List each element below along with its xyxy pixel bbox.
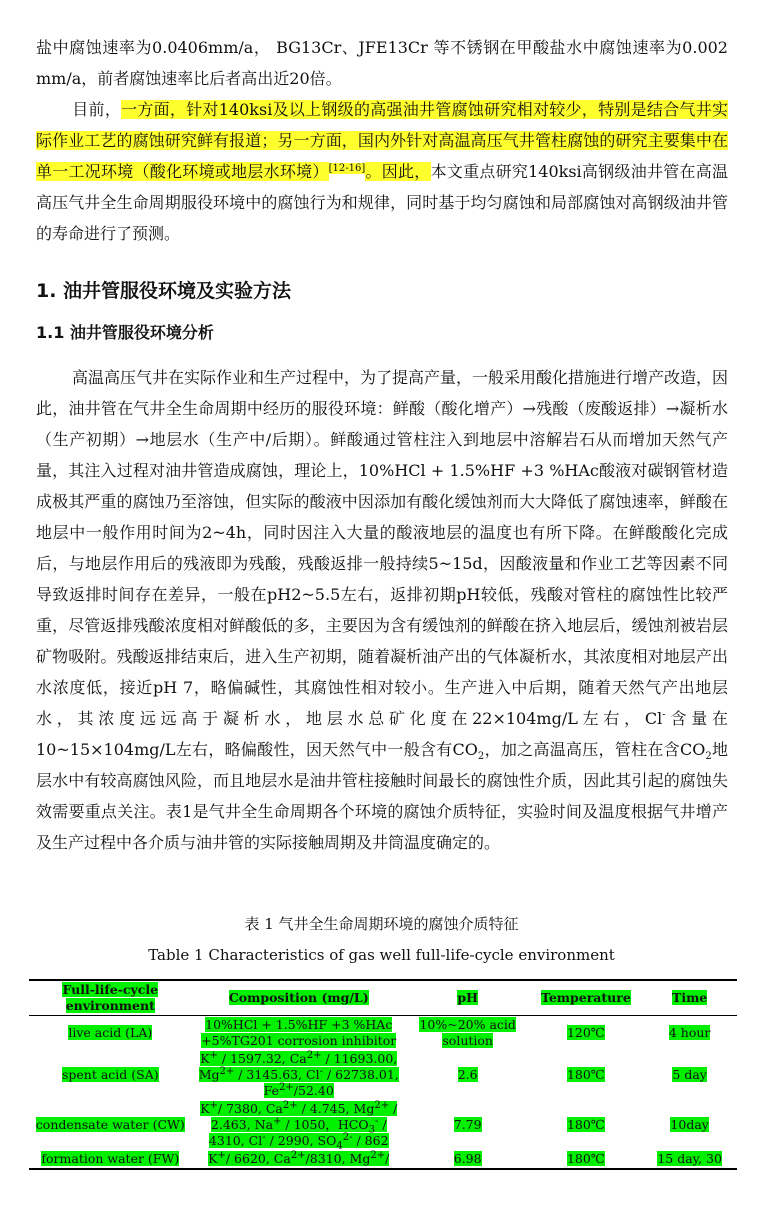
cell-time: 4 hour [668, 1025, 711, 1040]
paragraph-text-a: 高温高压气井在实际作业和生产过程中，为了提高产量，一般采用酸化措施进行增产改造，因此，油井管在气井全生命周期中经历的服役环境：鲜酸（酸化增产）→残酸（废酸返排）→凝析水（生产初期）→地层水（生产中/后期）。鲜酸通过管柱注入到地层中溶解岩石从而增加天然气产量，其注入过程对油井管造成腐蚀，理论上，10%HCl + 1.5%HF +3 %HAc酸液对碳钢管材造成极其严重的腐蚀乃至溶蚀，但实际的酸液中因添加有酸化缓蚀剂而大大降低了腐蚀速率，鲜酸在地层中一般作用时间为2~4h，同时因注入大量的酸液地层的温度也有所下降。在鲜酸酸化完成后，与地层作用后的残液即为残酸，残酸返排一般持续5~15d，因酸液量和作业工艺等因素不同导致返排时间存在差异，一般在pH2~5.5左右，返排初期pH较低，残酸对管柱的腐蚀性比较严重，尽管返排残酸浓度相对鲜酸低的多，主要因为含有缓蚀剂的鲜酸在挤入地层后，缓蚀剂被岩层矿物吸附。残酸返排结束后，进入生产初期，随着凝析油产出的气体凝析水，其浓度相对地层产出水浓度低，接近pH 7，略偏碱性，其腐蚀性相对较小。生产进入中后期，随着天然气产出地层水，其浓度远远高于凝析水，地层水总矿化度在22×104mg/L左右，Cl [36, 368, 729, 728]
paragraph-text: 盐中腐蚀速率为0.0406mm/a， BG13Cr、JFE13Cr 等不锈钢在甲酸盐水中腐蚀速率为0.002 mm/a，前者腐蚀速率比后者高出近20倍。 [36, 38, 728, 88]
section-heading: 1. 油井管服役环境及实验方法 [36, 280, 292, 302]
cell-time: 10day [670, 1117, 709, 1132]
table-row [29, 1150, 737, 1169]
cell-temperature: 120℃ [566, 1025, 605, 1040]
citation-ref[interactable]: [12-16] [328, 162, 366, 174]
cell-temperature: 180℃ [566, 1067, 605, 1082]
table-caption-en: Table 1 Characteristics of gas well full-life-cycle environment [148, 946, 615, 964]
paragraph-text-d: 地层水中有较高腐蚀风险，而且地层水是油井管柱接触时间最长的腐蚀性介质，因此其引起的腐蚀失效需要重点关注。表1是气井全生命周期各个环境的腐蚀介质特征，实验时间及温度根据气井增产及生产过程中各介质与油井管的实际接触周期及井筒温度确定的。 [36, 740, 728, 852]
subscript: 2 [477, 751, 485, 763]
cell-environment: live acid (LA) [68, 1025, 153, 1040]
highlighted-text-2: 。因此， [365, 162, 431, 181]
cell-composition: K+/ 6620, $Ca^{2+}/8310$, $Mg^{2+}/$ [208, 1149, 390, 1166]
cell-ph: 6.98 [453, 1151, 482, 1166]
table-row [29, 1016, 737, 1051]
paragraph-rest: 本文重点研究140ksi高钢级油井管在高温高压气井全生命周期服役环境中的腐蚀行为和规律，同时基于均匀腐蚀和局部腐蚀对高钢级油井管的寿命进行了预测。 [36, 162, 728, 243]
cell-environment: spent acid (SA) [61, 1067, 159, 1082]
cell-environment: condensate water (CW) [35, 1117, 185, 1132]
paragraph-intro-end [36, 32, 728, 94]
col-header-time: Time [672, 990, 708, 1005]
paragraph-service-environment [36, 362, 728, 858]
cell-ph: 2.6 [457, 1067, 478, 1082]
paragraph-text-c: ，加之高温高压，管柱在含CO [484, 740, 706, 759]
superscript: - [662, 709, 666, 721]
paragraph-research-gap [36, 94, 728, 249]
cell-environment: formation water (FW) [41, 1151, 180, 1166]
cell-time: 5 day [672, 1067, 707, 1082]
cell-temperature: 180℃ [566, 1151, 605, 1166]
paragraph-text-b: 含量在10~15×104mg/L左右，略偏酸性，因天然气中一般含有CO [36, 709, 728, 759]
cell-composition: K+ / 1597.32, $Ca^{2+} / 11693.00$, $Mg^{2+} / 3145.63$, Cl- / 62738.01, $Fe^{2+}/52.40$ [198, 1049, 399, 1098]
cell-time: 15 day, 30 [657, 1151, 722, 1166]
table-header-row [29, 980, 737, 1016]
table-row [29, 1050, 737, 1100]
cell-composition: 10%HCl + 1.5%HF +3 %HAc +5%TG201 corrosion inhibitor [201, 1017, 397, 1048]
table-caption-cn: 表 1 气井全生命周期环境的腐蚀介质特征 [244, 915, 519, 933]
cell-ph: 7.79 [453, 1117, 482, 1132]
corrosion-media-table [29, 979, 737, 1170]
subscript: 2 [705, 751, 712, 763]
cell-temperature: 180℃ [566, 1117, 605, 1132]
col-header-composition: Composition (mg/L) [228, 990, 369, 1005]
paragraph-lead: 目前， [72, 100, 122, 119]
subsection-heading: 1.1 油井管服役环境分析 [36, 323, 214, 342]
cell-ph: 10%~20% acid solution [419, 1017, 516, 1048]
col-header-environment: Full-life-cycle environment [62, 982, 159, 1013]
table-row [29, 1100, 737, 1150]
cell-composition: K+/ 7380, $Ca^{2+} / 4.745$, $Mg^{2+} / 2.463$, Na+ / 1050，$HCO_3^- / 4310$, Cl- / 2990, $SO_4^{2-} / 862$ [200, 1099, 398, 1152]
col-header-ph: pH [457, 990, 478, 1005]
highlighted-text: 一方面，针对140ksi及以上钢级的高强油井管腐蚀研究相对较少，特别是结合气井实际作业工艺的腐蚀研究鲜有报道；另一方面，国内外针对高温高压气井管柱腐蚀的研究主要集中在单一工况环境（酸化环境或地层水环境） [36, 100, 728, 181]
col-header-temperature: Temperature [540, 990, 631, 1005]
